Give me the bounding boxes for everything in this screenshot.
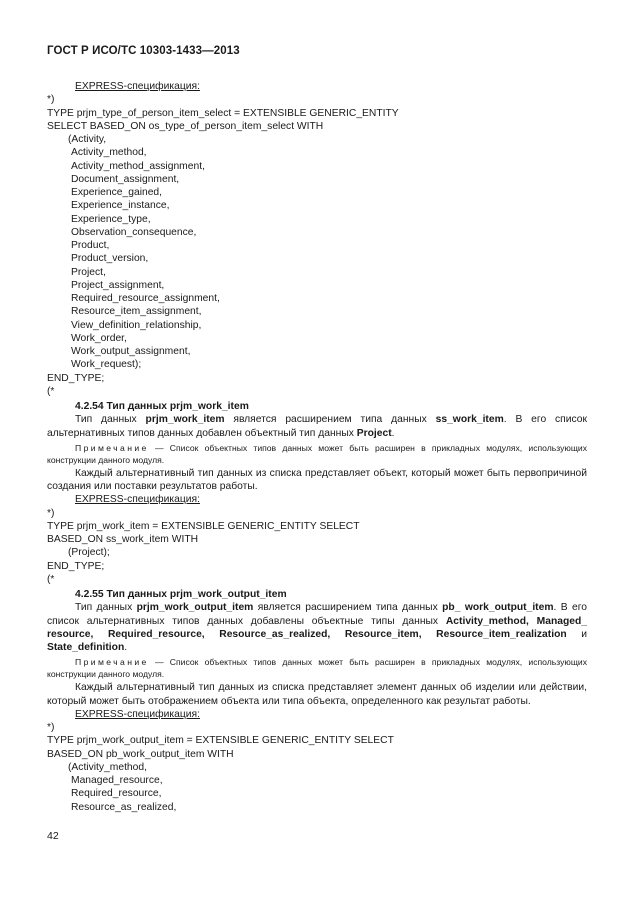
select-item-list [47,774,587,814]
select-item: Activity_method, [71,147,147,159]
select-item: (Activity_method, [68,761,147,773]
type-declaration: TYPE prjm_work_item = EXTENSIBLE GENERIC_ENTITY SELECT [47,520,360,532]
based-on-clause: BASED_ON pb_work_output_item WITH [47,748,234,760]
section-paragraph [47,413,587,440]
select-item: Work_order, [71,332,127,344]
select-item: (Project); [68,547,110,559]
select-item: Product_version, [71,253,149,265]
select-item: Resource_as_realized, [71,801,177,813]
select-item: Experience_gained, [71,187,163,198]
section-heading: 4.2.54 Тип данных prjm_work_item [75,401,249,412]
end-type: END_TYPE; [47,560,105,572]
text-run: является расширением типа данных [253,602,443,614]
text-run: . [391,427,395,439]
page-content [47,80,587,814]
based-on-clause: BASED_ON ss_work_item WITH [47,534,199,545]
select-item: (Activity, [68,134,107,145]
select-item: Managed_resource, [71,775,163,786]
comment-open: *) [47,507,55,519]
type-declaration: TYPE prjm_work_output_item = EXTENSIBLE GENERIC_ENTITY SELECT [47,735,394,747]
select-item: Product, [71,240,110,251]
note-text: — Список объектных типов данных может быть расширен в прикладных модулях, использующих конструкции данного модуля. [47,657,587,680]
comment-close: (* [47,385,55,397]
document-header: ГОСТ Р ИСО/ТС 10303-1433—2013 [47,45,240,57]
text-run: . В его список альтернативных типов данных добавлены объектные типы данных [47,602,587,627]
select-item: View_definition_relationship, [71,319,202,331]
type-name: prjm_work_output_item [136,602,254,614]
select-item: Required_resource_assignment, [71,293,220,304]
text-run: Тип данных [75,602,137,614]
note-label: Примечание [75,442,149,453]
type-name: Project [356,427,392,439]
type-name: ss_work_item [435,414,504,426]
text-run: . [124,642,128,653]
type-name-list: Activity_method, Managed_ resource, Required_resource, Resource_as_realized, Resource_item, Resource_item_realization [47,615,587,640]
type-name: prjm_work_item [145,414,225,426]
express-label [47,80,587,93]
select-item: Activity_method_assignment, [71,160,205,172]
text-run: и [566,628,587,640]
select-item-list [47,146,587,371]
express-label-text: EXPRESS-спецификация: [75,494,200,506]
select-item: Project, [71,266,106,278]
page-number: 42 [47,830,59,842]
comment-open: *) [47,94,55,106]
select-clause: SELECT BASED_ON os_type_of_person_item_select WITH [47,120,324,132]
express-label-text: EXPRESS-спецификация: [75,81,200,92]
note [47,656,587,680]
note-label: Примечание [75,657,149,668]
type-name: pb_ work_output_item [442,602,554,614]
comment-open: *) [47,722,55,733]
type-name: State_definition [47,642,125,653]
end-type: END_TYPE; [47,372,105,384]
text-run: Тип данных [75,414,146,426]
section-paragraph: Каждый альтернативный тип данных из списка представляет объект, который может быть первопричиной создания или поставки результатов работы. [47,467,587,492]
note [47,442,587,466]
note-text: — Список объектных типов данных может быть расширен в прикладных модулях, использующих конструкции данного модуля. [47,442,587,465]
comment-close: (* [47,573,55,585]
express-label [47,708,587,721]
select-item: Required_resource, [71,788,162,800]
select-item: Resource_item_assignment, [71,306,202,318]
type-declaration: TYPE prjm_type_of_person_item_select = EXTENSIBLE GENERIC_ENTITY [47,107,399,119]
express-label [47,493,587,506]
text-run: является расширением типа данных [224,414,436,426]
section-heading: 4.2.55 Тип данных prjm_work_output_item [75,589,287,600]
express-label-text: EXPRESS-спецификация: [75,708,200,720]
section-paragraph [47,601,587,654]
select-item: Experience_instance, [71,200,170,212]
select-item: Document_assignment, [71,173,180,185]
select-item: Work_request); [71,359,142,371]
text-run: . В его список альтернативных типов данных добавлен объектный тип данных [47,414,587,439]
select-item: Experience_type, [71,213,151,225]
select-item: Project_assignment, [71,279,165,291]
select-item: Observation_consequence, [71,226,197,238]
section-paragraph: Каждый альтернативный тип данных из списка представляет элемент данных об изделии или действии, который может быть отображением объекта или типа объекта, определенного как результат работы. [47,682,587,707]
select-item: Work_output_assignment, [71,346,191,357]
